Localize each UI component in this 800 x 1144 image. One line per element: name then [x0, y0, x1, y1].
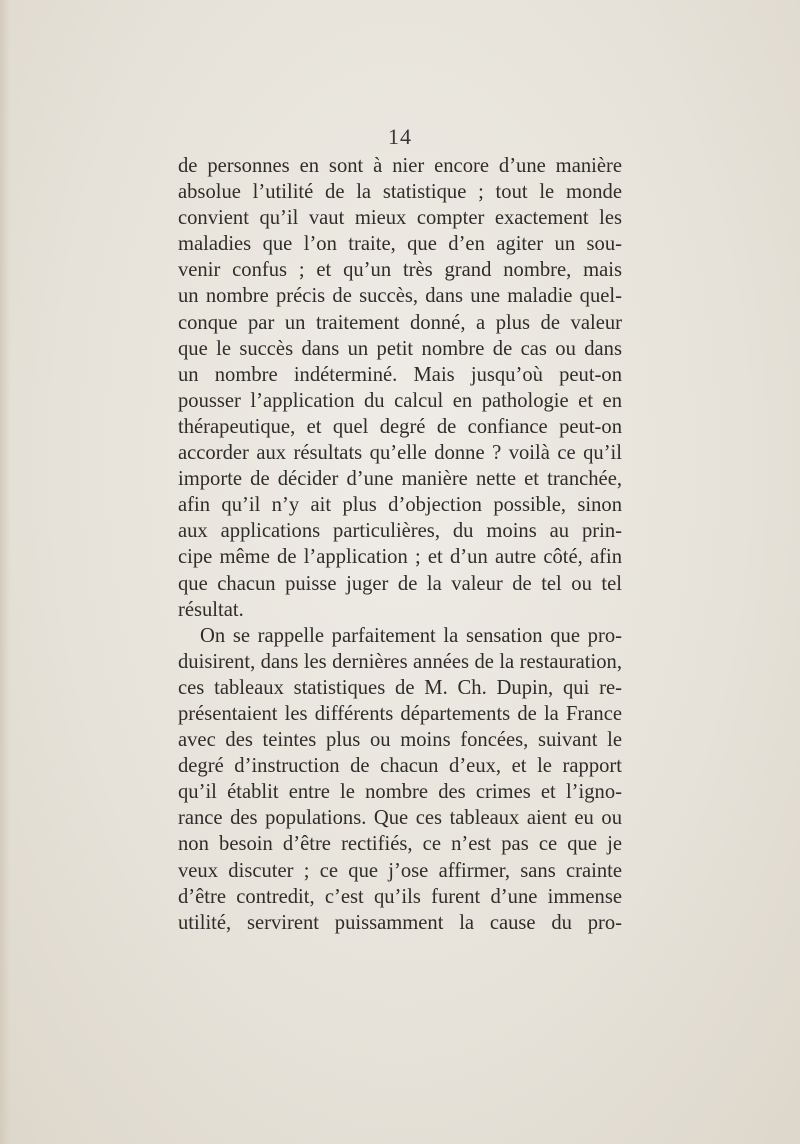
- text-line: que le succès dans un petit nombre de cas ou dans: [178, 337, 622, 360]
- text-line: pousser l’application du calcul en pathologie et en: [178, 389, 622, 412]
- text-line: de personnes en sont à nier encore d’une manière: [178, 155, 622, 177]
- text-line: conque par un traitement donné, a plus de valeur: [178, 311, 622, 334]
- text-line: accorder aux résultats qu’elle donne ? voilà ce qu’il: [178, 442, 622, 465]
- text-line: qu’il établit entre le nombre des crimes et l’igno-: [178, 781, 622, 804]
- text-line: aux applications particulières, du moins au prin-: [178, 520, 622, 543]
- text-line: importe de décider d’une manière nette et tranchée,: [178, 468, 622, 491]
- text-line: un nombre précis de succès, dans une maladie quel-: [178, 285, 622, 308]
- text-line: d’être contredit, c’est qu’ils furent d’une immense: [178, 885, 622, 908]
- text-line: convient qu’il vaut mieux compter exactement les: [178, 207, 622, 230]
- text-line: résultat.: [178, 598, 244, 621]
- text-line: un nombre indéterminé. Mais jusqu’où peut-on: [178, 363, 622, 386]
- body-text: [178, 153, 622, 936]
- text-line: utilité, servirent puissamment la cause du pro-: [178, 911, 622, 934]
- text-line: rance des populations. Que ces tableaux aient eu ou: [178, 807, 622, 830]
- paragraph-1: [178, 153, 622, 623]
- text-line: avec des teintes plus ou moins foncées, suivant le: [178, 729, 622, 752]
- text-line: afin qu’il n’y ait plus d’objection possible, sinon: [178, 494, 622, 517]
- text-line: venir confus ; et qu’un très grand nombre, mais: [178, 259, 622, 282]
- text-line: thérapeutique, et quel degré de confiance peut-on: [178, 415, 622, 438]
- text-line: duisirent, dans les dernières années de la restauration,: [178, 650, 622, 673]
- text-line: maladies que l’on traite, que d’en agiter un sou-: [178, 233, 622, 256]
- paragraph-2: [178, 623, 622, 936]
- page-edge-shadow: [0, 0, 10, 1144]
- text-line: absolue l’utilité de la statistique ; tout le monde: [178, 181, 622, 204]
- text-line: non besoin d’être rectifiés, ce n’est pas ce que je: [178, 833, 622, 856]
- text-line: veux discuter ; ce que j’ose affirmer, sans crainte: [178, 859, 622, 882]
- text-line: que chacun puisse juger de la valeur de tel ou tel: [178, 572, 622, 595]
- text-line: ces tableaux statistiques de M. Ch. Dupin, qui re-: [178, 676, 622, 699]
- text-line: cipe même de l’application ; et d’un autre côté, afin: [178, 546, 622, 569]
- text-line: On se rappelle parfaitement la sensation que pro-: [200, 624, 622, 647]
- text-line: présentaient les différents départements de la France: [178, 702, 622, 725]
- text-line: degré d’instruction de chacun d’eux, et le rapport: [178, 755, 622, 778]
- page-number: 14: [388, 124, 412, 149]
